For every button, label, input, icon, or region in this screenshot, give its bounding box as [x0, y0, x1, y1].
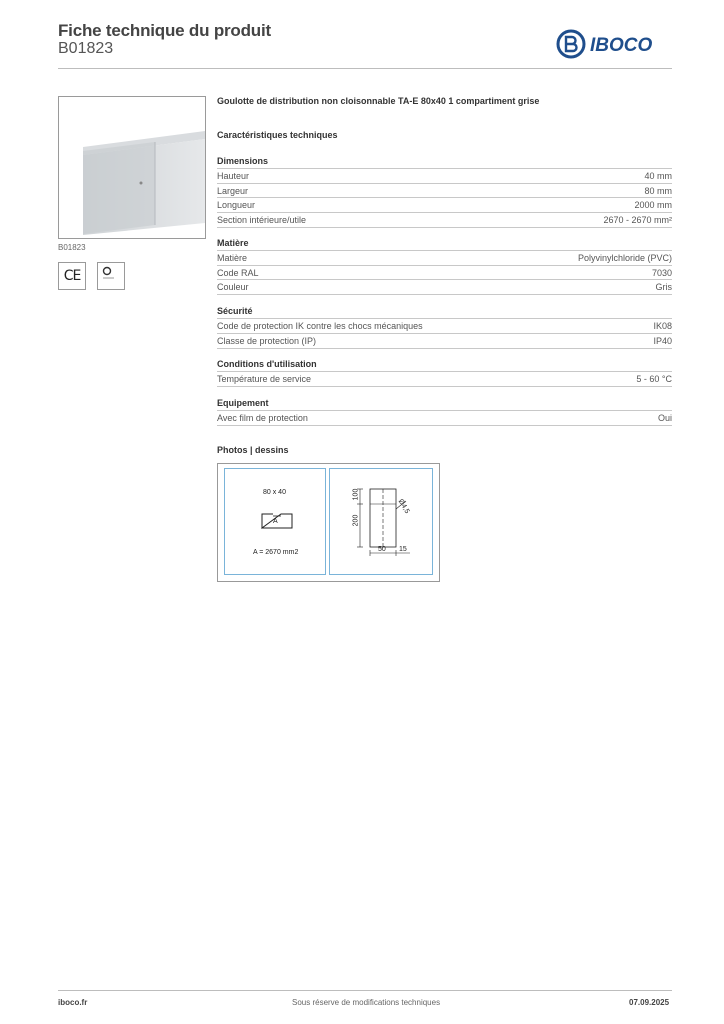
spec-value: 80 mm [644, 186, 672, 196]
spec-label: Code RAL [217, 268, 259, 278]
spec-row [217, 410, 672, 426]
product-reference: B01823 [58, 40, 114, 57]
product-image [58, 96, 206, 239]
spec-label: Matière [217, 253, 248, 263]
page-title: Fiche technique du produit [58, 21, 271, 40]
image-caption: B01823 [58, 243, 86, 252]
size-label: 80 x 40 [263, 489, 286, 496]
specs-heading: Caractéristiques techniques [217, 130, 338, 140]
section-equipment-title: Equipement [217, 398, 269, 408]
spec-value: 2670 - 2670 mm² [603, 215, 672, 225]
spec-value: IK08 [653, 321, 672, 331]
spec-label: Température de service [217, 374, 312, 384]
spec-label: Largeur [217, 186, 249, 196]
spec-row [217, 250, 672, 265]
spec-value: 7030 [651, 268, 672, 278]
spec-row [217, 371, 672, 387]
cross-section-drawing [224, 468, 326, 575]
header-divider [58, 68, 672, 69]
spec-value: Polyvinylchloride (PVC) [577, 253, 672, 263]
spec-value: Gris [655, 282, 672, 292]
footer-divider [58, 990, 672, 991]
spec-label: Code de protection IK contre les chocs mécaniques [217, 321, 423, 331]
spec-row [217, 265, 672, 280]
spec-label: Section intérieure/utile [217, 215, 307, 225]
spec-label: Classe de protection (IP) [217, 336, 317, 346]
spec-row [217, 183, 672, 198]
product-description: Goulotte de distribution non cloisonnable TA-E 80x40 1 compartiment grise [217, 96, 540, 106]
spec-row [217, 197, 672, 212]
dim-diameter: Ø4,5 [396, 498, 411, 515]
footer-date: 07.09.2025 [629, 998, 670, 1007]
footer-disclaimer: Sous réserve de modifications techniques [292, 998, 441, 1007]
iboco-logo-icon [556, 29, 674, 59]
spec-value: Oui [657, 413, 672, 423]
dim-100: 100 [352, 488, 360, 501]
section-conditions-title: Conditions d'utilisation [217, 359, 317, 369]
footer-website[interactable]: iboco.fr [58, 998, 88, 1007]
brand-name: IBOCO [590, 35, 653, 56]
spec-row [217, 333, 672, 349]
spec-label: Longueur [217, 200, 256, 210]
section-safety-title: Sécurité [217, 306, 253, 316]
spec-row [217, 168, 672, 183]
ce-mark-icon [58, 262, 86, 290]
dim-50: 50 [378, 546, 386, 553]
spec-value: 2000 mm [634, 200, 672, 210]
photos-heading: Photos | dessins [217, 445, 289, 455]
spec-label: Couleur [217, 282, 249, 292]
spec-value: 40 mm [644, 171, 672, 181]
spec-label: Avec film de protection [217, 413, 308, 423]
mounting-drawing [329, 468, 433, 575]
spec-row [217, 212, 672, 228]
ce-label: CE [63, 268, 81, 284]
spec-label: Hauteur [217, 171, 250, 181]
spec-row [217, 279, 672, 295]
area-label: A = 2670 mm2 [253, 549, 299, 556]
vde-mark-icon [97, 262, 125, 290]
dim-200: 200 [352, 514, 360, 527]
section-dimensions-title: Dimensions [217, 156, 269, 166]
spec-value: IP40 [653, 336, 672, 346]
section-material-title: Matière [217, 238, 249, 248]
spec-value: 5 - 60 °C [636, 374, 672, 384]
brand-logo [556, 29, 674, 59]
area-symbol: A [273, 518, 278, 525]
spec-row [217, 318, 672, 333]
dim-15: 15 [399, 546, 407, 553]
